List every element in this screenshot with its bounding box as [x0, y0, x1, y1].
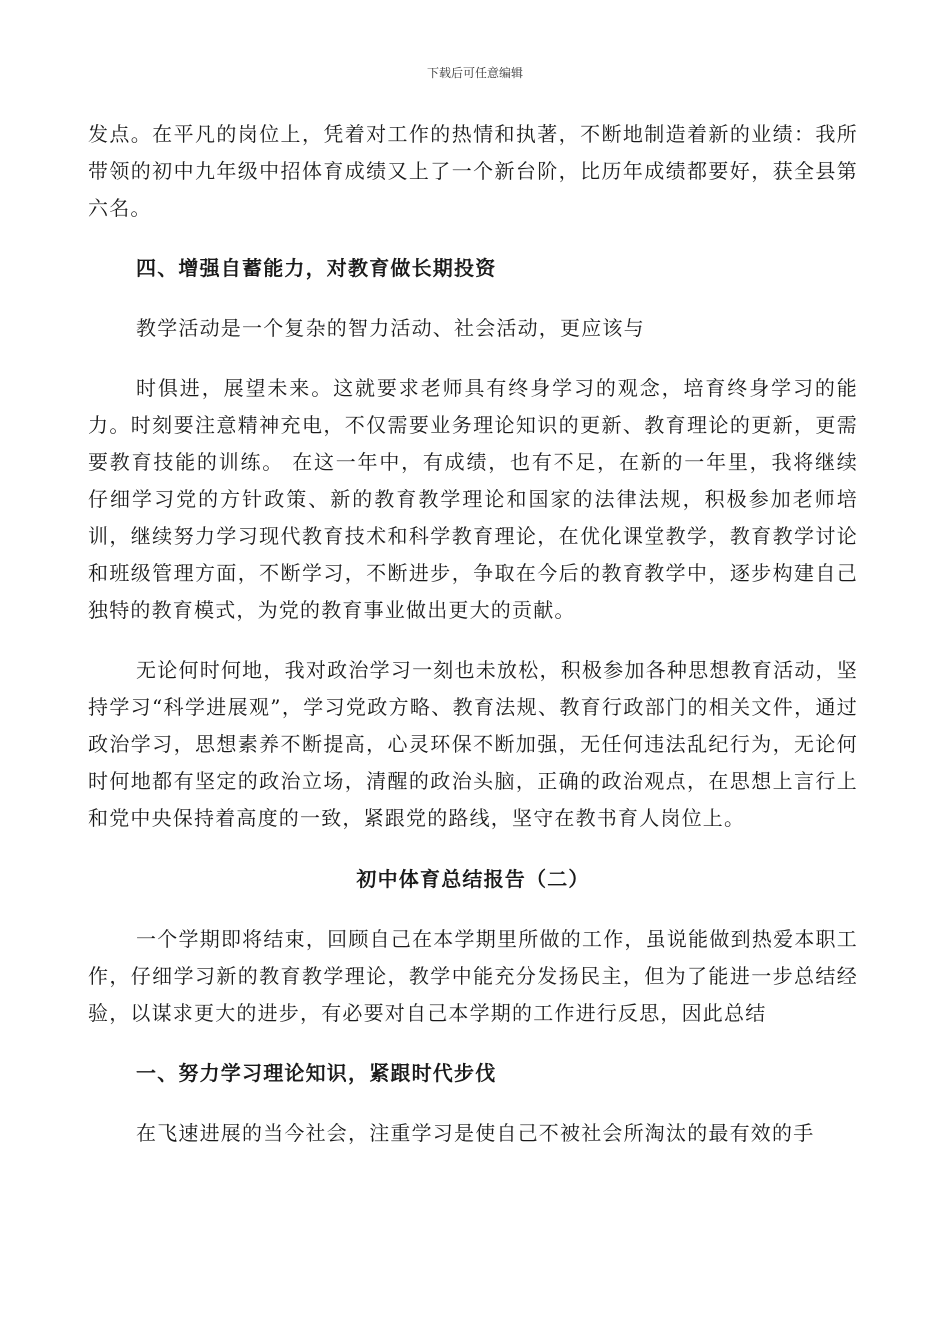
document-body — [88, 116, 858, 1152]
report-title-two: 初中体育总结报告（二） — [356, 867, 590, 891]
paragraph-lifelong-learning: 时俱进，展望未来。这就要求老师具有终身学习的观念，培育终身学习的能力。时刻要注意精神充电，不仅需要业务理论知识的更新、教育理论的更新，更需要教育技能的训练。 在这一年中，有成绩，也有不足，在新的一年里，我将继续仔细学习党的方针政策、新的教育教学理论和国家的法律法规，积极参加老师培训，继续努力学习现代教育技术和科学教育理论，在优化课堂教学，教育教学讨论和班级管理方面，不断学习，不断进步，争取在今后的教育教学中，逐步构建自己独特的教育模式，为党的教育事业做出更大的贡献。 — [88, 376, 858, 622]
section-heading-four: 四、增强自蓄能力，对教育做长期投资 — [136, 256, 497, 280]
paragraph-semester-review: 一个学期即将结束，回顾自己在本学期里所做的工作，虽说能做到热爱本职工作，仔细学习新的教育教学理论，教学中能充分发扬民主，但为了能进一步总结经验，以谋求更大的进步，有必要对自己本学期的工作进行反思，因此总结 — [88, 927, 858, 1025]
paragraph-rapid-development: 在飞速进展的当今社会，注重学习是使自己不被社会所淘汰的最有效的手 — [136, 1121, 815, 1145]
paragraph-continuation: 发点。在平凡的岗位上，凭着对工作的热情和执著，不断地制造着新的业绩：我所带领的初中九年级中招体育成绩又上了一个新台阶，比历年成绩都要好，获全县第六名。 — [88, 122, 858, 220]
section-heading-one: 一、努力学习理论知识，紧跟时代步伐 — [136, 1061, 497, 1085]
paragraph-teaching-activity: 教学活动是一个复杂的智力活动、社会活动，更应该与 — [136, 316, 645, 340]
paragraph-political-study: 无论何时何地，我对政治学习一刻也未放松，积极参加各种思想教育活动，坚持学习“科学进展观”，学习党政方略、教育法规、教育行政部门的相关文件，通过政治学习，思想素养不断提高，心灵环保不断加强，无任何违法乱纪行为，无论何时何地都有坚定的政治立场，清醒的政治头脑，正确的政治观点，在思想上言行上和党中央保持着高度的一致，紧跟党的路线，坚守在教书育人岗位上。 — [88, 658, 858, 830]
page-header: 下载后可任意编辑 — [426, 66, 523, 80]
